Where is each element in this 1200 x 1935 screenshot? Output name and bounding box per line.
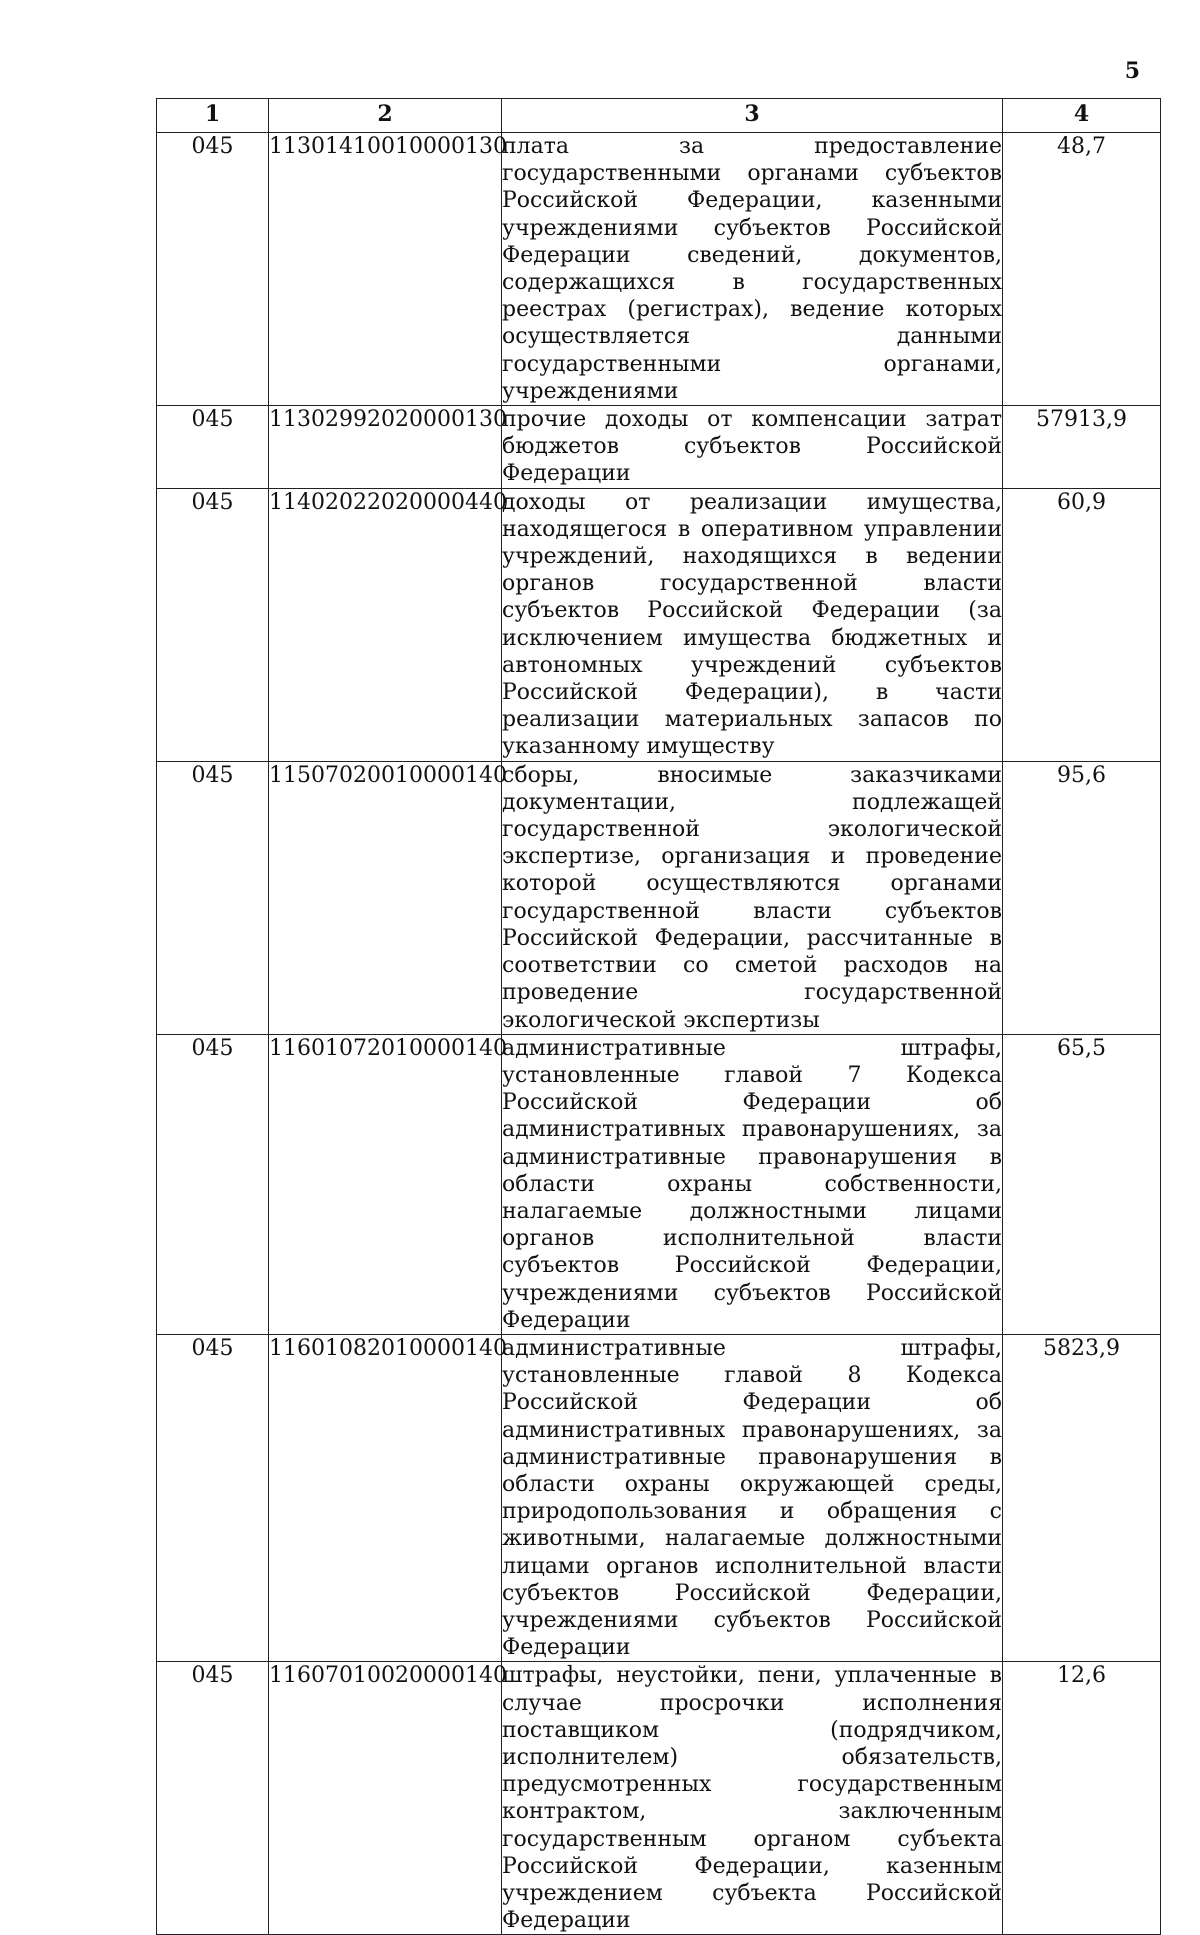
description-cell: сборы, вносимые заказчиками документации, подлежащей государственной экологической экспертизе, организация и проведение которой осуществляются органами государственной власти субъектов Российской Федерации, рассчитанные в соответствии со сметой расходов на проведение государственной экологической экспертизы <box>502 762 1002 1033</box>
amount-cell: 5823,9 <box>1003 1334 1161 1661</box>
admin-code-cell: 045 <box>157 761 269 1034</box>
admin-code-cell: 045 <box>157 1662 269 1935</box>
table-header <box>157 99 1161 133</box>
table-row <box>157 1334 1161 1661</box>
header-col-4: 4 <box>1003 99 1161 133</box>
amount-cell: 60,9 <box>1003 488 1161 761</box>
table-row <box>157 133 1161 406</box>
description-cell: плата за предоставление государственными органами субъектов Российской Федерации, казенными учреждениями субъектов Российской Федерации сведений, документов, содержащихся в государственных реестрах (регистрах), ведение которых осуществляется данными государственными органами, учреждениями <box>502 134 1002 404</box>
income-code-cell: 11601082010000140 <box>269 1334 502 1661</box>
header-row <box>157 99 1161 133</box>
amount-cell: 12,6 <box>1003 1662 1161 1935</box>
amount-cell: 57913,9 <box>1003 406 1161 489</box>
amount-cell: 95,6 <box>1003 761 1161 1034</box>
table-row <box>157 1662 1161 1935</box>
amount-cell: 48,7 <box>1003 133 1161 406</box>
income-code-cell: 11301410010000130 <box>269 133 502 406</box>
income-code-cell: 11601072010000140 <box>269 1034 502 1334</box>
description-cell: штрафы, неустойки, пени, уплаченные в случае просрочки исполнения поставщиком (подрядчиком, исполнителем) обязательств, предусмотренных государственным контрактом, заключенным государственным органом субъекта Российской Федерации, казенным учреждением субъекта Российской Федерации <box>502 1663 1002 1934</box>
table-row <box>157 488 1161 761</box>
admin-code-cell: 045 <box>157 488 269 761</box>
description-cell: прочие доходы от компенсации затрат бюджетов субъектов Российской Федерации <box>502 407 1002 487</box>
income-codes-table <box>156 98 1161 1935</box>
description-cell: доходы от реализации имущества, находящегося в оперативном управлении учреждений, находящихся в ведении органов государственной власти субъектов Российской Федерации (за исключением имущества бюджетных и автономных учреждений субъектов Российской Федерации), в части реализации материальных запасов по указанному имуществу <box>502 489 1002 760</box>
income-code-cell: 11607010020000140 <box>269 1662 502 1935</box>
table-row <box>157 1034 1161 1334</box>
header-col-3: 3 <box>502 99 1003 133</box>
income-code-cell: 11507020010000140 <box>269 761 502 1034</box>
header-col-2: 2 <box>269 99 502 133</box>
header-col-1: 1 <box>157 99 269 133</box>
admin-code-cell: 045 <box>157 406 269 489</box>
income-code-cell: 11302992020000130 <box>269 406 502 489</box>
table-row <box>157 761 1161 1034</box>
amount-cell: 65,5 <box>1003 1034 1161 1334</box>
admin-code-cell: 045 <box>157 1334 269 1661</box>
income-code-cell: 11402022020000440 <box>269 488 502 761</box>
page-number: 5 <box>1124 58 1140 84</box>
table-body <box>157 133 1161 1935</box>
description-cell: административные штрафы, установленные главой 8 Кодекса Российской Федерации об административных правонарушениях, за административные правонарушения в области охраны окружающей среды, природопользования и обращения с животными, налагаемые должностными лицами органов исполнительной власти субъектов Российской Федерации, учреждениями субъектов Российской Федерации <box>502 1335 1002 1661</box>
admin-code-cell: 045 <box>157 133 269 406</box>
table-row <box>157 406 1161 489</box>
description-cell: административные штрафы, установленные главой 7 Кодекса Российской Федерации об административных правонарушениях, за административные правонарушения в области охраны собственности, налагаемые должностными лицами органов исполнительной власти субъектов Российской Федерации, учреждениями субъектов Российской Федерации <box>502 1035 1002 1333</box>
admin-code-cell: 045 <box>157 1034 269 1334</box>
